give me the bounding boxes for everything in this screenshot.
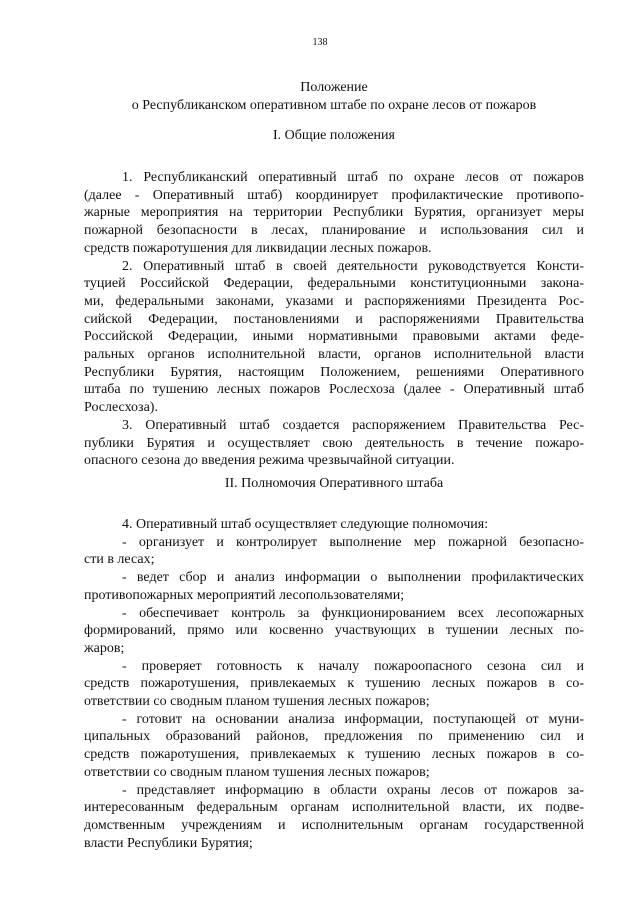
text-line: средств пожаротушения, привлекаемых к тушению лесных пожаров в со- — [84, 747, 584, 763]
list-item-presents — [84, 782, 584, 853]
paragraph-2 — [84, 258, 584, 417]
list-item-collects — [84, 569, 584, 604]
paragraph-4 — [84, 516, 584, 534]
text-line: власти Республики Бурятия; — [84, 835, 253, 851]
paragraph-1 — [84, 169, 584, 258]
text-line: жарные мероприятия на территории Республики Бурятия, организует меры — [84, 205, 584, 221]
list-item-ensures — [84, 605, 584, 658]
text-line: - ведет сбор и анализ информации о выполнении профилактических — [122, 570, 584, 586]
text-line: противопожарных мероприятий лесопользователями; — [84, 587, 405, 603]
text-line: ральных органов исполнительной власти, органов исполнительной власти — [84, 347, 584, 363]
text-line: Российской Федерации, иными нормативными правовыми актами феде- — [84, 329, 584, 345]
text-line: (далее - Оперативный штаб) координирует профилактические противопо- — [84, 187, 584, 203]
text-line: сийской Федерации, постановлениями и распоряжениями Правительства — [84, 311, 584, 327]
text-line: домственным учреждениям и исполнительным органам государственной — [84, 817, 584, 833]
text-line: 3. Оперативный штаб создается распоряжением Правительства Рес- — [122, 417, 584, 433]
text-line: - проверяет готовность к началу пожароопасного сезона сил и — [122, 658, 584, 674]
text-line: публики Бурятия и осуществляет свою деятельность в течение пожаро- — [84, 435, 584, 451]
subtitle-line: о Республиканском оперативном штабе по охране лесов от пожаров — [131, 98, 537, 113]
text-line: 2. Оперативный штаб в своей деятельности руководствуется Консти- — [122, 258, 584, 274]
text-line: опасного сезона до введения режима чрезвычайной ситуации. — [84, 453, 455, 469]
document-title — [84, 79, 584, 115]
text-line: пожарной безопасности в лесах, планирование и использования сил и — [84, 223, 584, 239]
section-body-general — [84, 169, 584, 470]
text-line: ответствии со сводным планом тушения лесных пожаров; — [84, 764, 430, 780]
section-body-powers — [84, 516, 584, 852]
paragraph-3 — [84, 417, 584, 470]
section-heading-general: I. Общие положения — [273, 128, 395, 143]
text-line: туцией Российской Федерации, федеральными конституционными закона- — [84, 276, 584, 292]
text-line: - обеспечивает контроль за функционированием всех лесопожарных — [122, 605, 584, 621]
text-line: 4. Оперативный штаб осуществляет следующие полномочия: — [122, 517, 489, 532]
text-line: 1. Республиканский оперативный штаб по охране лесов от пожаров — [122, 170, 584, 185]
list-item-checks — [84, 658, 584, 711]
list-item-prepares — [84, 711, 584, 782]
list-item-organizes — [84, 534, 584, 569]
text-line: формирований, прямо или косвенно участвующих в тушении лесных по- — [84, 623, 584, 639]
text-line: средств пожаротушения для ликвидации лесных пожаров. — [84, 240, 432, 256]
text-line: ми, федеральными законами, указами и распоряжениями Президента Рос- — [84, 293, 584, 309]
text-line: интересованным федеральным органам исполнительной власти, их подве- — [84, 800, 584, 816]
title-line: Положение — [300, 80, 368, 95]
text-line: штаба по тушению лесных пожаров Рослесхоза (далее - Оперативный штаб — [84, 382, 584, 398]
text-line: сти в лесах; — [84, 552, 155, 568]
text-line: - организует и контролирует выполнение мер пожарной безопасно- — [122, 534, 584, 550]
text-line: - представляет информацию в области охраны лесов от пожаров за- — [122, 782, 584, 798]
text-line: ответствии со сводным планом тушения лесных пожаров; — [84, 694, 430, 710]
text-line: ципальных образований районов, предложения по применению сил и — [84, 729, 584, 745]
text-line: Республики Бурятия, настоящим Положением, решениями Оперативного — [84, 364, 584, 380]
text-line: - готовит на основании анализа информации, поступающей от муни- — [122, 711, 584, 727]
text-line: жаров; — [84, 640, 125, 656]
text-line: средств пожаротушения, привлекаемых к тушению лесных пожаров в со- — [84, 676, 584, 692]
text-line: Рослесхоза). — [84, 400, 158, 416]
page-number: 138 — [312, 37, 328, 48]
section-heading-powers: II. Полномочия Оперативного штаба — [224, 476, 444, 491]
